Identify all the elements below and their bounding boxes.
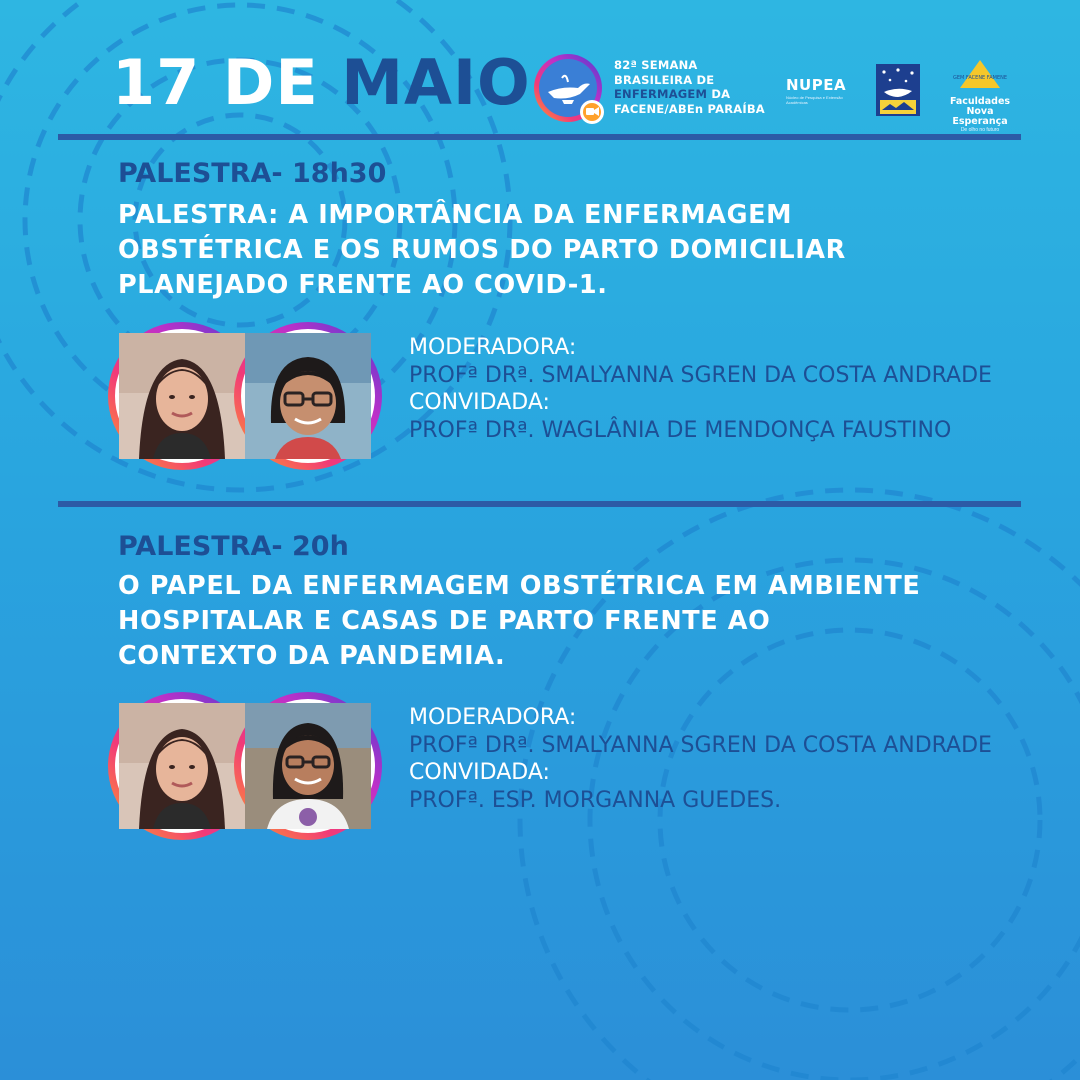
date-month: MAIO [341,46,531,119]
woman-portrait-icon [119,333,245,459]
moderator-name: PROFª DRª. SMALYANNA SGREN DA COSTA ANDRADE [409,732,992,758]
triangle-logo-icon [952,58,1008,90]
session-2-speakers [409,704,992,814]
divider-middle [58,501,1021,507]
event-name: 82ª SEMANA BRASILEIRA DE ENFERMAGEM DA FACENE/ABEn PARAÍBA [614,58,765,116]
guest-1-avatar [234,322,382,470]
woman-glasses-portrait-icon [245,703,371,829]
aben-logo-icon [876,64,920,116]
session-1-title: PALESTRA: A IMPORTÂNCIA DA ENFERMAGEM OBSTÉTRICA E OS RUMOS DO PARTO DOMICILIAR PLANEJADO FRENTE AO COVID-1. [118,200,846,300]
guest-name: PROFª. ESP. MORGANNA GUEDES. [409,787,782,813]
moderator-name: PROFª DRª. SMALYANNA SGREN DA COSTA ANDRADE [409,362,992,388]
guest-label: CONVIDADA: [409,390,550,415]
woman-glasses-portrait-icon [245,333,371,459]
woman-portrait-icon [119,703,245,829]
triangle-logo-text: GEM FACENE FAMENE [952,75,1008,81]
nupea-logo: NUPEA Núcleo de Pesquisa e Extensão Acadêmicas [786,76,847,105]
date-title [112,46,531,119]
faculdades-nova-esperanca-logo: GEM FACENE FAMENE Faculdades Nova Esperança De olho no futuro [938,58,1022,134]
nursing-lamp-logo-icon [532,52,608,128]
guest-name: PROFª DRª. WAGLÂNIA DE MENDONÇA FAUSTINO [409,417,952,443]
session-2-title: O PAPEL DA ENFERMAGEM OBSTÉTRICA EM AMBIENTE HOSPITALAR E CASAS DE PARTO FRENTE AO CONTEXTO DA PANDEMIA. [118,571,921,671]
session-2-label: PALESTRA- 20h [118,531,349,562]
guest-label: CONVIDADA: [409,760,550,785]
guest-2-avatar [234,692,382,840]
moderator-label: MODERADORA: [409,705,577,730]
date-day: 17 DE [112,46,319,119]
moderator-label: MODERADORA: [409,335,577,360]
divider-top [58,134,1021,140]
session-1-label: PALESTRA- 18h30 [118,158,387,189]
session-1-speakers [409,334,992,444]
